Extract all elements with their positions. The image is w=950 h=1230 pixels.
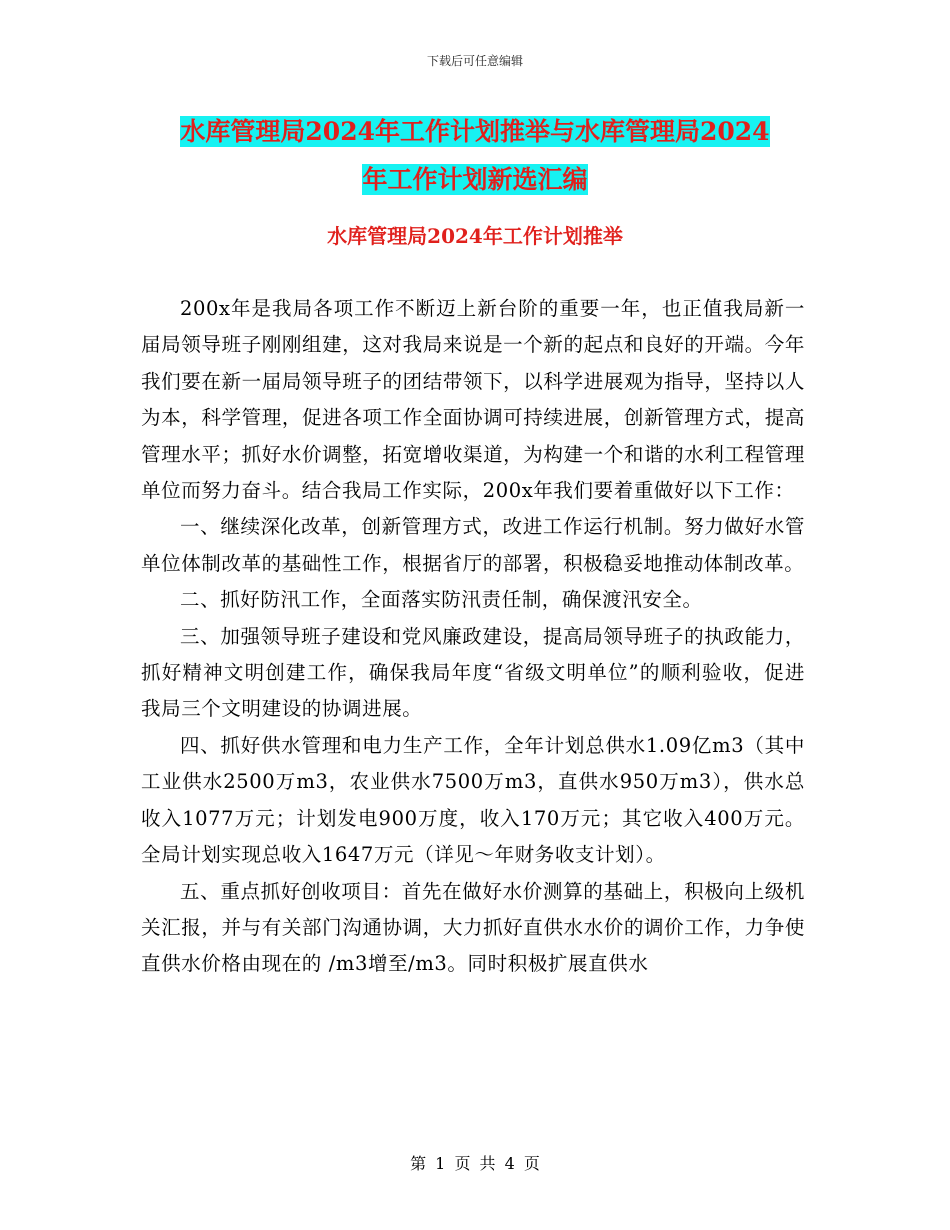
paragraph-item-1: 一、继续深化改革，创新管理方式，改进工作运行机制。努力做好水管单位体制改革的基础性工作，根据省厅的部署，积极稳妥地推动体制改革。 — [141, 515, 805, 575]
paragraph-item-2: 二、抓好防汛工作，全面落实防汛责任制，确保渡汛安全。 — [180, 588, 703, 612]
paragraph-item-5: 五、重点抓好创收项目：首先在做好水价测算的基础上，积极向上级机关汇报，并与有关部门沟通协调，大力抓好直供水水价的调价工作，力争使直供水价格由现在的 /m3增至/m3。同时积极扩展直供水 — [141, 879, 805, 976]
document-title — [150, 108, 800, 204]
document-title-line-2: 年工作计划新选汇编 — [362, 165, 588, 194]
page-number-footer: 第 1 页 共 4 页 — [410, 1154, 540, 1173]
document-body — [141, 291, 805, 983]
paragraph-intro: 200x年是我局各项工作不断迈上新台阶的重要一年，也正值我局新一届局领导班子刚刚组建，这对我局来说是一个新的起点和良好的开端。今年我们要在新一届局领导班子的团结带领下，以科学进展观为指导，坚持以人为本，科学管理，促进各项工作全面协调可持续进展，创新管理方式，提高管理水平；抓好水价调整，拓宽增收渠道，为构建一个和谐的水利工程管理单位而努力奋斗。结合我局工作实际，200x年我们要着重做好以下工作： — [141, 297, 805, 503]
page-header-note: 下载后可任意编辑 — [426, 54, 523, 68]
section-title: 水库管理局2024年工作计划推举 — [327, 224, 623, 248]
paragraph-item-4: 四、抓好供水管理和电力生产工作，全年计划总供水1.09亿m3（其中工业供水2500万m3，农业供水7500万m3，直供水950万m3），供水总收入1077万元；计划发电900万度，收入170万元；其它收入400万元。全局计划实现总收入1647万元（详见～年财务收支计划）。 — [141, 733, 805, 867]
document-title-line-1: 水库管理局2024年工作计划推举与水库管理局2024 — [180, 117, 770, 146]
paragraph-item-3: 三、加强领导班子建设和党风廉政建设，提高局领导班子的执政能力，抓好精神文明创建工作，确保我局年度“省级文明单位”的顺利验收，促进我局三个文明建设的协调进展。 — [141, 624, 805, 721]
